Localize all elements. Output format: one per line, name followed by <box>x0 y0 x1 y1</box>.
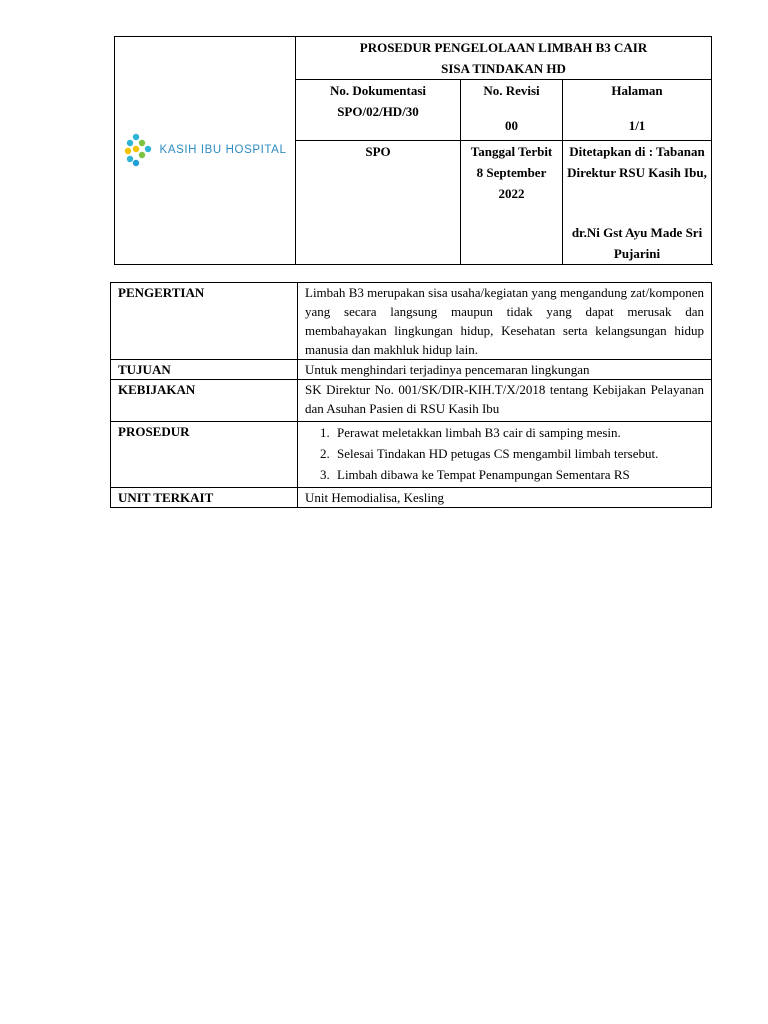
hospital-logo-text: KASIH IBU HOSPITAL <box>159 144 287 156</box>
procedure-content-table <box>110 282 712 508</box>
kebijakan-row <box>111 380 712 422</box>
spo-cell <box>296 141 461 265</box>
issue-date-label: Tanggal Terbit <box>470 144 553 159</box>
tujuan-row <box>111 360 712 380</box>
doc-number-value: SPO/02/HD/30 <box>337 104 419 119</box>
prosedur-step: 3. Limbah dibawa ke Tempat Penampungan Sementara RS <box>333 464 704 485</box>
revision-label: No. Revisi <box>483 83 540 98</box>
hospital-logo-cell <box>115 37 296 265</box>
set-at-text: Ditetapkan di : Tabanan <box>569 144 705 159</box>
pengertian-text: Limbah B3 merupakan sisa usaha/kegiatan yang mengandung zat/komponen yang secara langsung maupun tidak yang dapat merusak dan membahayakan lingkungan hidup, Kesehatan serta kelangsungan hidup manusia dan makhluk hidup lain. <box>298 283 712 360</box>
prosedur-label: PROSEDUR <box>111 422 298 488</box>
document-title-line2: SISA TINDAKAN HD <box>441 61 566 76</box>
document-title <box>296 37 712 80</box>
hospital-logo <box>115 133 295 169</box>
unit-terkait-label: UNIT TERKAIT <box>111 488 298 508</box>
page-value: 1/1 <box>628 118 646 133</box>
signatory-name: dr.Ni Gst Ayu Made Sri Pujarini <box>571 225 703 261</box>
prosedur-step: 1. Perawat meletakkan limbah B3 cair di samping mesin. <box>333 422 704 443</box>
unit-terkait-text: Unit Hemodialisa, Kesling <box>298 488 712 508</box>
pengertian-label: PENGERTIAN <box>111 283 298 360</box>
prosedur-cell <box>298 422 712 488</box>
doc-number-cell <box>296 80 461 141</box>
director-title: Direktur RSU Kasih Ibu, <box>567 165 707 180</box>
unit-terkait-row <box>111 488 712 508</box>
document-header-table <box>114 36 712 265</box>
kebijakan-label: KEBIJAKAN <box>111 380 298 422</box>
revision-cell <box>461 80 563 141</box>
prosedur-step: 2. Selesai Tindakan HD petugas CS mengambil limbah tersebut. <box>333 443 704 464</box>
doc-number-label: No. Dokumentasi <box>329 83 427 98</box>
page-cell <box>563 80 712 141</box>
tujuan-label: TUJUAN <box>111 360 298 380</box>
prosedur-row <box>111 422 712 488</box>
kebijakan-text: SK Direktur No. 001/SK/DIR-KIH.T/X/2018 tentang Kebijakan Pelayanan dan Asuhan Pasien di RSU Kasih Ibu <box>298 380 712 422</box>
spo-label: SPO <box>365 144 391 159</box>
prosedur-steps-list <box>305 422 704 485</box>
document-title-line1: PROSEDUR PENGELOLAAN LIMBAH B3 CAIR <box>359 40 648 55</box>
tujuan-text: Untuk menghindari terjadinya pencemaran lingkungan <box>298 360 712 380</box>
revision-value: 00 <box>505 118 518 133</box>
issue-date-cell <box>461 141 563 265</box>
pengertian-row <box>111 283 712 360</box>
hospital-logo-icon <box>124 133 156 169</box>
approval-cell <box>563 141 712 265</box>
issue-date-value: 8 September 2022 <box>476 165 547 201</box>
page-label: Halaman <box>611 83 663 98</box>
